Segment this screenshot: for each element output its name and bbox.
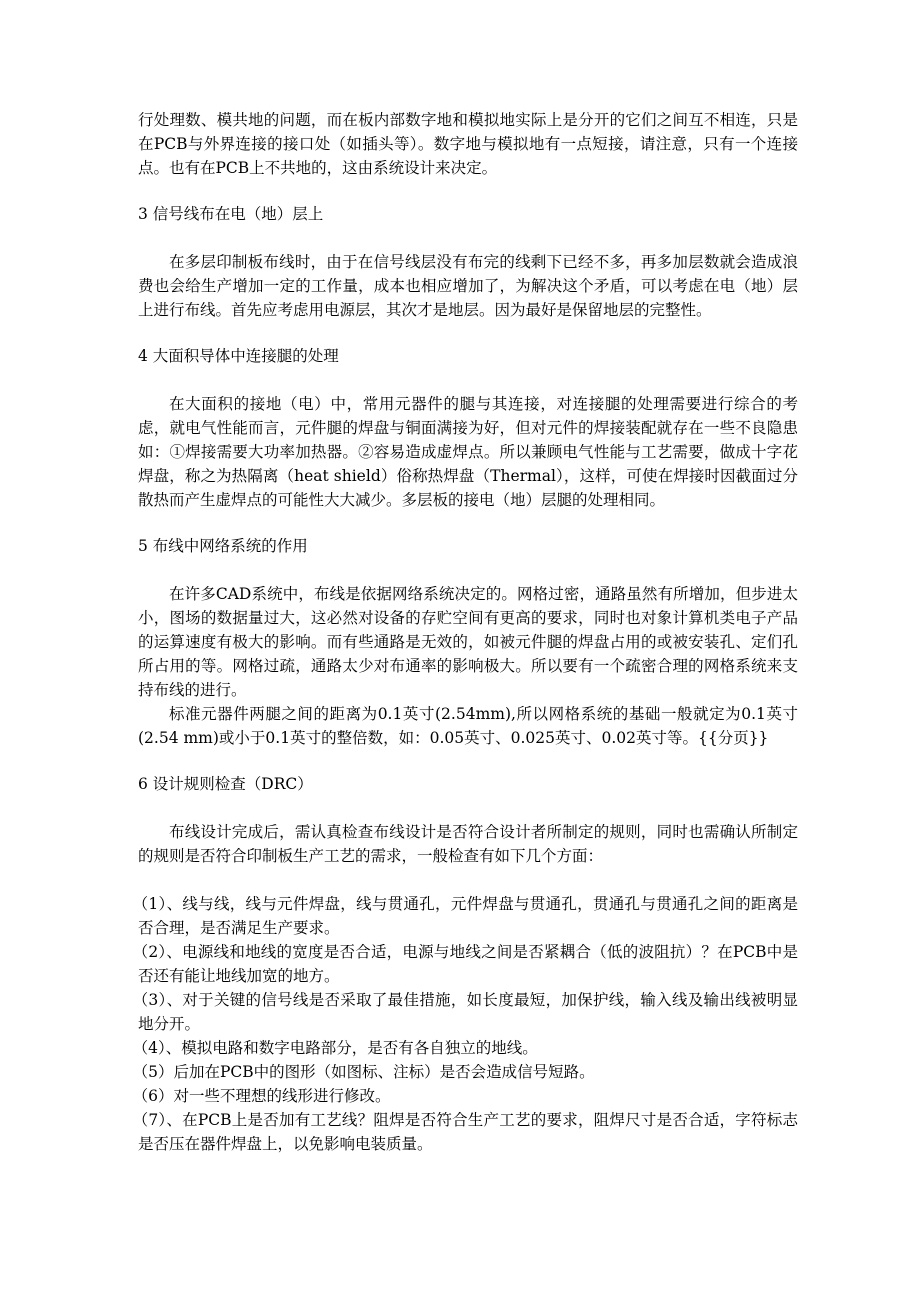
section-4-paragraph: 在大面积的接地（电）中，常用元器件的腿与其连接，对连接腿的处理需要进行综合的考虑，就电气性能而言，元件腿的焊盘与铜面满接为好，但对元件的焊接装配就存在一些不良隐患如：①焊接需要大功率加热器。②容易造成虚焊点。所以兼顾电气性能与工艺需要，做成十字花焊盘，称之为热隔离（heat shield）俗称热焊盘（Thermal），这样，可使在焊接时因截面过分散热而产生虚焊点的可能性大大减少。多层板的接电（地）层腿的处理相同。	[138, 395, 798, 509]
section-5-heading: 5 布线中网络系统的作用	[138, 537, 308, 555]
drc-checklist	[132, 892, 798, 1156]
section-3-heading: 3 信号线布在电（地）层上	[138, 205, 324, 223]
section-5-paragraph-2: 标准元器件两腿之间的距离为0.1英寸(2.54mm),所以网格系统的基础一般就定为0.1英寸(2.54 mm)或小于0.1英寸的整倍数，如：0.05英寸、0.025英寸、0.02英寸等。{{分页}}	[138, 705, 798, 747]
checklist-item-1: （1）、线与线，线与元件焊盘，线与贯通孔，元件焊盘与贯通孔，贯通孔与贯通孔之间的距离是否合理，是否满足生产要求。	[132, 895, 798, 937]
intro-paragraph: 行处理数、模共地的问题，而在板内部数字地和模拟地实际上是分开的它们之间互不相连，只是在PCB与外界连接的接口处（如插头等）。数字地与模拟地有一点短接，请注意，只有一个连接点。也有在PCB上不共地的，这由系统设计来决定。	[138, 111, 798, 177]
checklist-item-4: （4）、模拟电路和数字电路部分，是否有各自独立的地线。	[132, 1039, 538, 1057]
document-page	[132, 108, 798, 1156]
checklist-item-5: （5）后加在PCB中的图形（如图标、注标）是否会造成信号短路。	[132, 1063, 595, 1081]
checklist-item-7: （7）、在PCB上是否加有工艺线？阻焊是否符合生产工艺的要求，阻焊尺寸是否合适，字符标志是否压在器件焊盘上，以免影响电装质量。	[132, 1111, 798, 1153]
checklist-item-2: （2）、电源线和地线的宽度是否合适，电源与地线之间是否紧耦合（低的波阻抗）？在PCB中是否还有能让地线加宽的地方。	[132, 943, 798, 985]
section-3-paragraph: 在多层印制板布线时，由于在信号线层没有布完的线剩下已经不多，再多加层数就会造成浪费也会给生产增加一定的工作量，成本也相应增加了，为解决这个矛盾，可以考虑在电（地）层上进行布线。首先应考虑用电源层，其次才是地层。因为最好是保留地层的完整性。	[138, 253, 798, 319]
section-6-paragraph: 布线设计完成后，需认真检查布线设计是否符合设计者所制定的规则，同时也需确认所制定的规则是否符合印制板生产工艺的需求，一般检查有如下几个方面：	[138, 823, 798, 865]
checklist-item-3: （3）、对于关键的信号线是否采取了最佳措施，如长度最短，加保护线，输入线及输出线被明显地分开。	[132, 991, 798, 1033]
section-5-paragraph-1: 在许多CAD系统中，布线是依据网络系统决定的。网格过密，通路虽然有所增加，但步进太小，图场的数据量过大，这必然对设备的存贮空间有更高的要求，同时也对象计算机类电子产品的运算速度有极大的影响。而有些通路是无效的，如被元件腿的焊盘占用的或被安装孔、定们孔所占用的等。网格过疏，通路太少对布通率的影响极大。所以要有一个疏密合理的网格系统来支持布线的进行。	[138, 585, 798, 699]
section-6-heading: 6 设计规则检查（DRC）	[138, 775, 313, 793]
section-4-heading: 4 大面积导体中连接腿的处理	[138, 347, 339, 365]
checklist-item-6: （6）对一些不理想的线形进行修改。	[132, 1087, 391, 1105]
